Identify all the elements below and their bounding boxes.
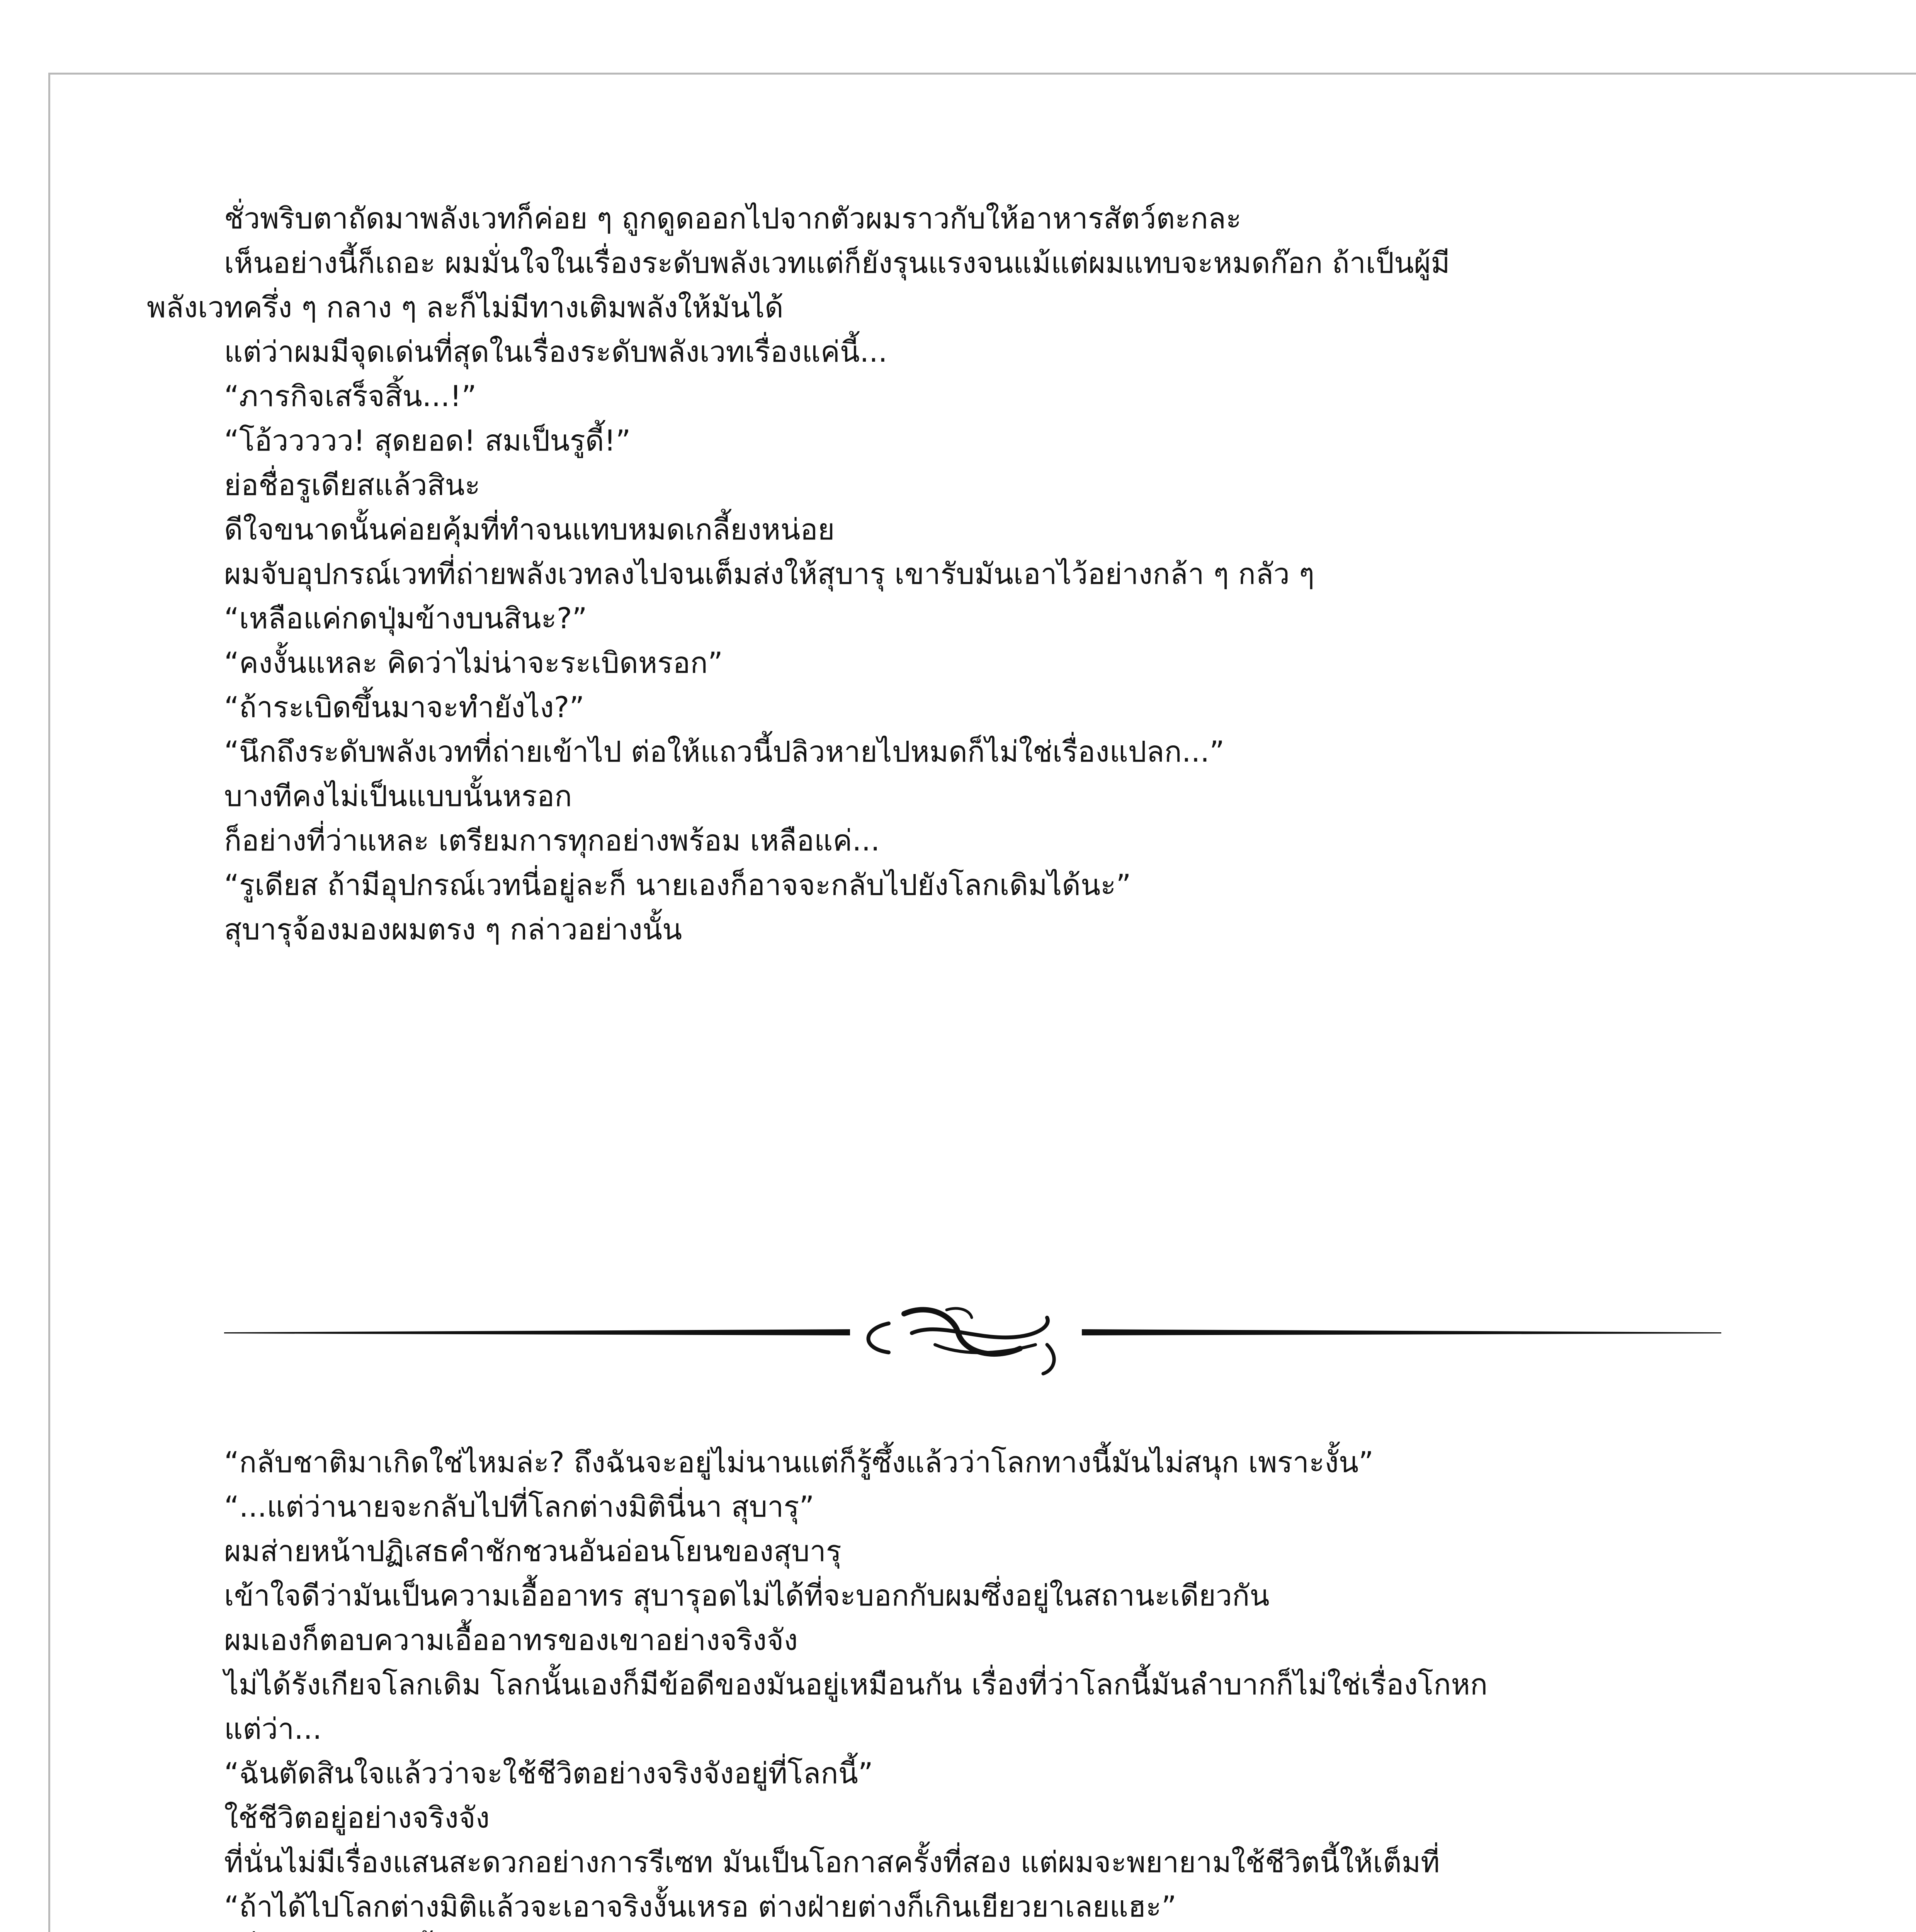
paragraph-line: ไม่ได้รังเกียจโลกเดิม โลกนั้นเองก็มีข้อดีของมันอยู่เหมือนกัน เรื่องที่ว่าโลกนี้มันลำบากก็ไม่ใช่เรื่องโกหก — [224, 1667, 1488, 1701]
paragraph-line: ที่นั่นไม่มีเรื่องแสนสะดวกอย่างการรีเซท มันเป็นโอกาสครั้งที่สอง แต่ผมจะพยายามใช้ชีวิตนี้ให้เต็มที่ — [224, 1845, 1440, 1879]
paragraph-line: ย่อชื่อรูเดียสแล้วสินะ — [224, 468, 481, 502]
paragraph-line: ผมจับอุปกรณ์เวทที่ถ่ายพลังเวทลงไปจนเต็มส่งให้สุบารุ เขารับมันเอาไว้อย่างกล้า ๆ กลัว ๆ — [224, 557, 1315, 591]
paragraph-line: เข้าใจดีว่ามันเป็นความเอื้ออาทร สุบารุอดไม่ได้ที่จะบอกกับผมซึ่งอยู่ในสถานะเดียวกัน — [224, 1578, 1270, 1612]
paragraph-line: พลังเวทครึ่ง ๆ กลาง ๆ ละก็ไม่มีทางเติมพลังให้มันได้ — [147, 290, 784, 324]
paragraph-line: “ถ้าระเบิดขึ้นมาจะทำยังไง?” — [224, 690, 585, 724]
paragraph-line: “...แต่ว่านายจะกลับไปที่โลกต่างมิตินี่นา สุบารุ” — [224, 1490, 814, 1524]
paragraph-line: ผมส่ายหน้าปฏิเสธคำชักชวนอันอ่อนโยนของสุบารุ — [224, 1534, 842, 1568]
divider-flourish — [869, 1308, 1054, 1374]
paragraph-line — [224, 1929, 1731, 1932]
paragraph-line: “รูเดียส ถ้ามีอุปกรณ์เวทนี่อยู่ละก็ นายเองก็อาจจะกลับไปยังโลกเดิมได้นะ” — [224, 868, 1131, 902]
paragraph-line: บางทีคงไม่เป็นแบบนั้นหรอก — [224, 779, 572, 813]
paragraph-line: เห็นอย่างนี้ก็เถอะ ผมมั่นใจในเรื่องระดับพลังเวทแต่ก็ยังรุนแรงจนแม้แต่ผมแทบจะหมดก๊อก ถ้าเป็นผู้มี — [224, 246, 1450, 280]
flourish-divider-icon — [224, 1287, 1721, 1379]
section-2 — [224, 1440, 1731, 1932]
page-border-left — [48, 73, 50, 1932]
paragraph-line: ผมเองก็ตอบความเอื้ออาทรของเขาอย่างจริงจัง — [224, 1623, 798, 1657]
paragraph-line: แต่ว่าผมมีจุดเด่นที่สุดในเรื่องระดับพลังเวทเรื่องแค่นี้... — [224, 335, 887, 369]
paragraph-line: ชั่วพริบตาถัดมาพลังเวทก็ค่อย ๆ ถูกดูดออกไปจากตัวผมราวกับให้อาหารสัตว์ตะกละ — [224, 201, 1242, 235]
paragraph-line: “ภารกิจเสร็จสิ้น...!” — [224, 379, 477, 413]
paragraph-line: “เหลือแค่กดปุ่มข้างบนสินะ?” — [224, 601, 587, 635]
page-border-top — [48, 73, 1916, 75]
divider-right-rule — [1082, 1329, 1721, 1335]
section-1 — [147, 196, 1731, 952]
paragraph-line: “ถ้าได้ไปโลกต่างมิติแล้วจะเอาจริงงั้นเหรอ ต่างฝ่ายต่างก็เกินเยียวยาเลยแฮะ” — [224, 1889, 1176, 1923]
paragraph-line: แต่ว่า... — [224, 1712, 322, 1746]
paragraph-line: “กลับชาติมาเกิดใช่ไหมล่ะ? ถึงฉันจะอยู่ไม่นานแต่ก็รู้ซึ้งแล้วว่าโลกทางนี้มันไม่สนุก เพราะงั้น” — [224, 1445, 1374, 1479]
divider-left-rule — [224, 1329, 850, 1335]
paragraph-line: “โอ้ววววว! สุดยอด! สมเป็นรูดี้!” — [224, 423, 631, 457]
paragraph-line: “คงงั้นแหละ คิดว่าไม่น่าจะระเบิดหรอก” — [224, 646, 723, 680]
paragraph-line: “นึกถึงระดับพลังเวทที่ถ่ายเข้าไป ต่อให้แถวนี้ปลิวหายไปหมดก็ไม่ใช่เรื่องแปลก...” — [224, 735, 1225, 769]
paragraph-line: ดีใจขนาดนั้นค่อยคุ้มที่ทำจนแทบหมดเกลี้ยงหน่อย — [224, 512, 835, 546]
paragraph-line: ใช้ชีวิตอยู่อย่างจริงจัง — [224, 1801, 490, 1835]
paragraph-line: ก็อย่างที่ว่าแหละ เตรียมการทุกอย่างพร้อม เหลือแค่... — [224, 823, 880, 857]
paragraph-line: สุบารุจ้องมองผมตรง ๆ กล่าวอย่างนั้น — [224, 912, 682, 946]
paragraph-line: “ฉันตัดสินใจแล้วว่าจะใช้ชีวิตอย่างจริงจังอยู่ที่โลกนี้” — [224, 1756, 873, 1790]
